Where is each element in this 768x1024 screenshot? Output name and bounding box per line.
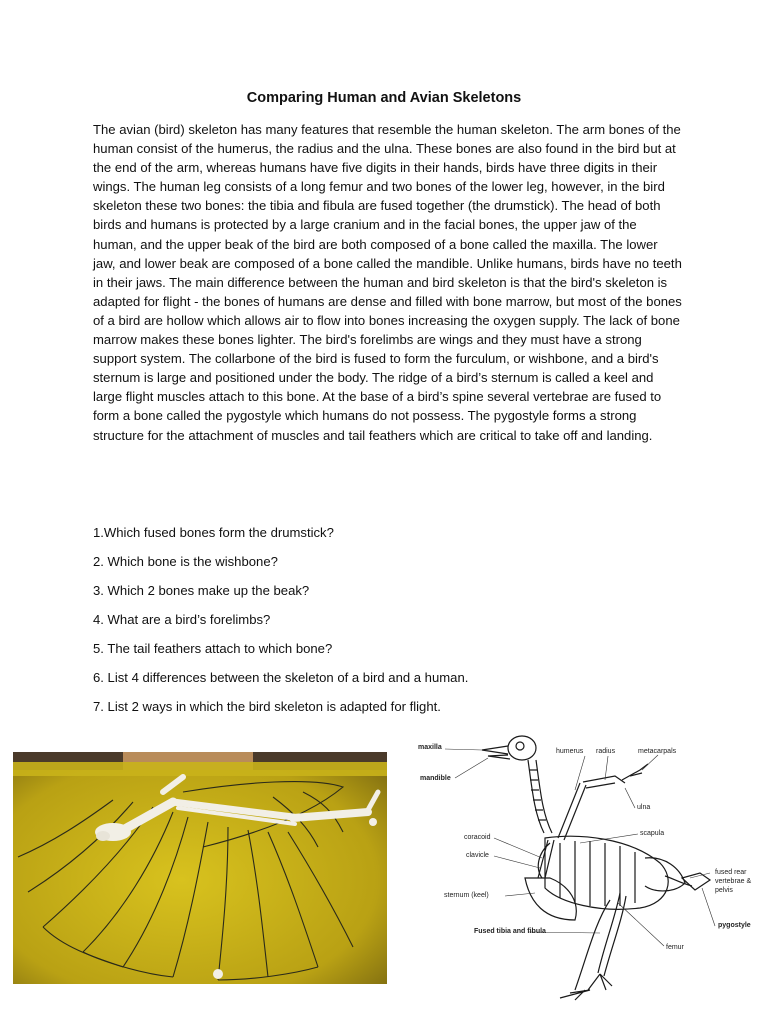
label-ulna: ulna [637,804,651,811]
question-2: 2. Which bone is the wishbone? [93,554,278,569]
wing-model-photo [13,752,387,984]
question-1: 1.Which fused bones form the drumstick? [93,525,334,540]
label-pygostyle: pygostyle [718,922,751,929]
question-4: 4. What are a bird’s forelimbs? [93,612,271,627]
label-coracoid: coracoid [464,834,491,841]
label-scapula: scapula [640,830,665,837]
label-fused-tibia-fibula: Fused tibia and fibula [474,928,546,935]
question-5: 5. The tail feathers attach to which bone? [93,641,333,656]
label-femur: femur [666,944,684,951]
wing-photo-illustration [13,752,387,984]
question-3: 3. Which 2 bones make up the beak? [93,583,310,598]
page-title: Comparing Human and Avian Skeletons [246,90,522,106]
intro-paragraph: The avian (bird) skeleton has many features that resemble the human skeleton. The arm bones of the human consist of the humerus, the radius and the ulna. These bones are also found in the bird but at the end of the arm, whereas humans have five digits in their hands, birds have three digits in their wings. The human leg consists of a long femur and two bones of the lower leg, however, in the bird skeleton these two bones: the tibia and fibula are fused together (the drumstick). The head of both birds and humans is protected by a large cranium and in the facial bones, the upper jaw of the human, and the upper beak of the bird are both composed of a bone called the maxilla. The lower jaw, and lower beak are composed of a bone called the mandible. Unlike humans, birds have no teeth in their jaws. The main difference between the human and bird skeleton is that the bird's skeleton is adapted for flight - the bones of humans are dense and filled with bone marrow, but most of the bones of a bird are hollow which allows air to flow into bones increasing the oxygen supply. The lack of bone marrow makes these bones lighter. The bird's forelimbs are wings and they must have a strong support system. The collarbone of the bird is fused to form the furculum, or wishbone, and a bird's sternum is large and positioned under the body. The ridge of a bird’s sternum is called a keel and large flight muscles attach to this bone. At the base of a bird’s spine several vertebrae are fused to form a bone called the pygostyle which humans do not possess. The pygostyle forms a strong structure for the attachment of muscles and tail feathers which are critical to take off and landing. [93,122,682,443]
skeleton-illustration [410,728,760,1008]
label-maxilla: maxilla [418,744,442,751]
label-metacarpals: metacarpals [638,748,677,755]
label-sternum: sternum (keel) [444,892,489,899]
question-6: 6. List 4 differences between the skeleton of a bird and a human. [93,670,469,685]
label-humerus: humerus [556,748,584,755]
question-7: 7. List 2 ways in which the bird skeleton is adapted for flight. [93,699,441,714]
bird-skeleton-diagram [410,728,760,1008]
question-list [93,523,693,726]
label-mandible: mandible [420,775,451,782]
label-clavicle: clavicle [466,852,489,859]
label-radius: radius [596,748,616,755]
label-fused-rear-vertebrae: fused rear vertebrae & pelvis [715,869,752,894]
